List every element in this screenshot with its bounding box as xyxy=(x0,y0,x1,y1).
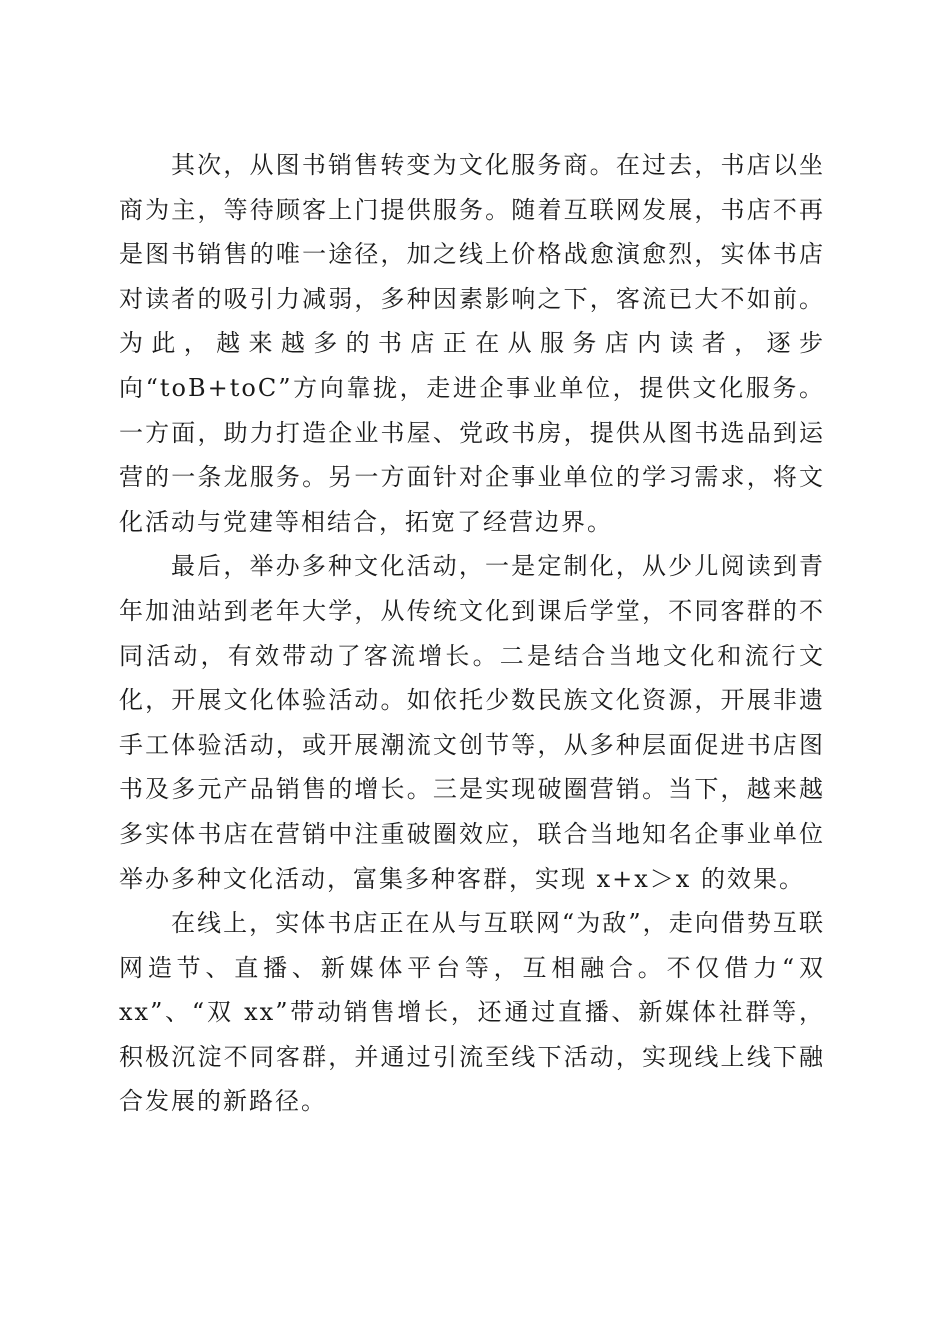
document-body xyxy=(119,143,825,1124)
paragraph-online-integration: 在线上，实体书店正在从与互联网“为敌”，走向借势互联网造节、直播、新媒体平台等，互相融合。不仅借力“双xx”、“双 xx”带动销售增长，还通过直播、新媒体社群等，积极沉淀不同客群，并通过引流至线下活动，实现线上线下融合发展的新路径。 xyxy=(119,909,825,1116)
paragraph-cultural-activities: 最后，举办多种文化活动，一是定制化，从少儿阅读到青年加油站到老年大学，从传统文化到课后学堂，不同客群的不同活动，有效带动了客流增长。二是结合当地文化和流行文化，开展文化体验活动。如依托少数民族文化资源，开展非遗手工体验活动，或开展潮流文创节等，从多种层面促进书店图书及多元产品销售的增长。三是实现破圈营销。当下，越来越多实体书店在营销中注重破圈效应，联合当地知名企事业单位举办多种文化活动，富集多种客群，实现 x+x＞x 的效果。 xyxy=(119,552,825,893)
paragraph-service-transformation: 其次，从图书销售转变为文化服务商。在过去，书店以坐商为主，等待顾客上门提供服务。随着互联网发展，书店不再是图书销售的唯一途径，加之线上价格战愈演愈烈，实体书店对读者的吸引力减弱，多种因素影响之下，客流已大不如前。为此，越来越多的书店正在从服务店内读者，逐步向“toB+toC”方向靠拢，走进企事业单位，提供文化服务。一方面，助力打造企业书屋、党政书房，提供从图书选品到运营的一条龙服务。另一方面针对企事业单位的学习需求，将文化活动与党建等相结合，拓宽了经营边界。 xyxy=(119,151,825,536)
